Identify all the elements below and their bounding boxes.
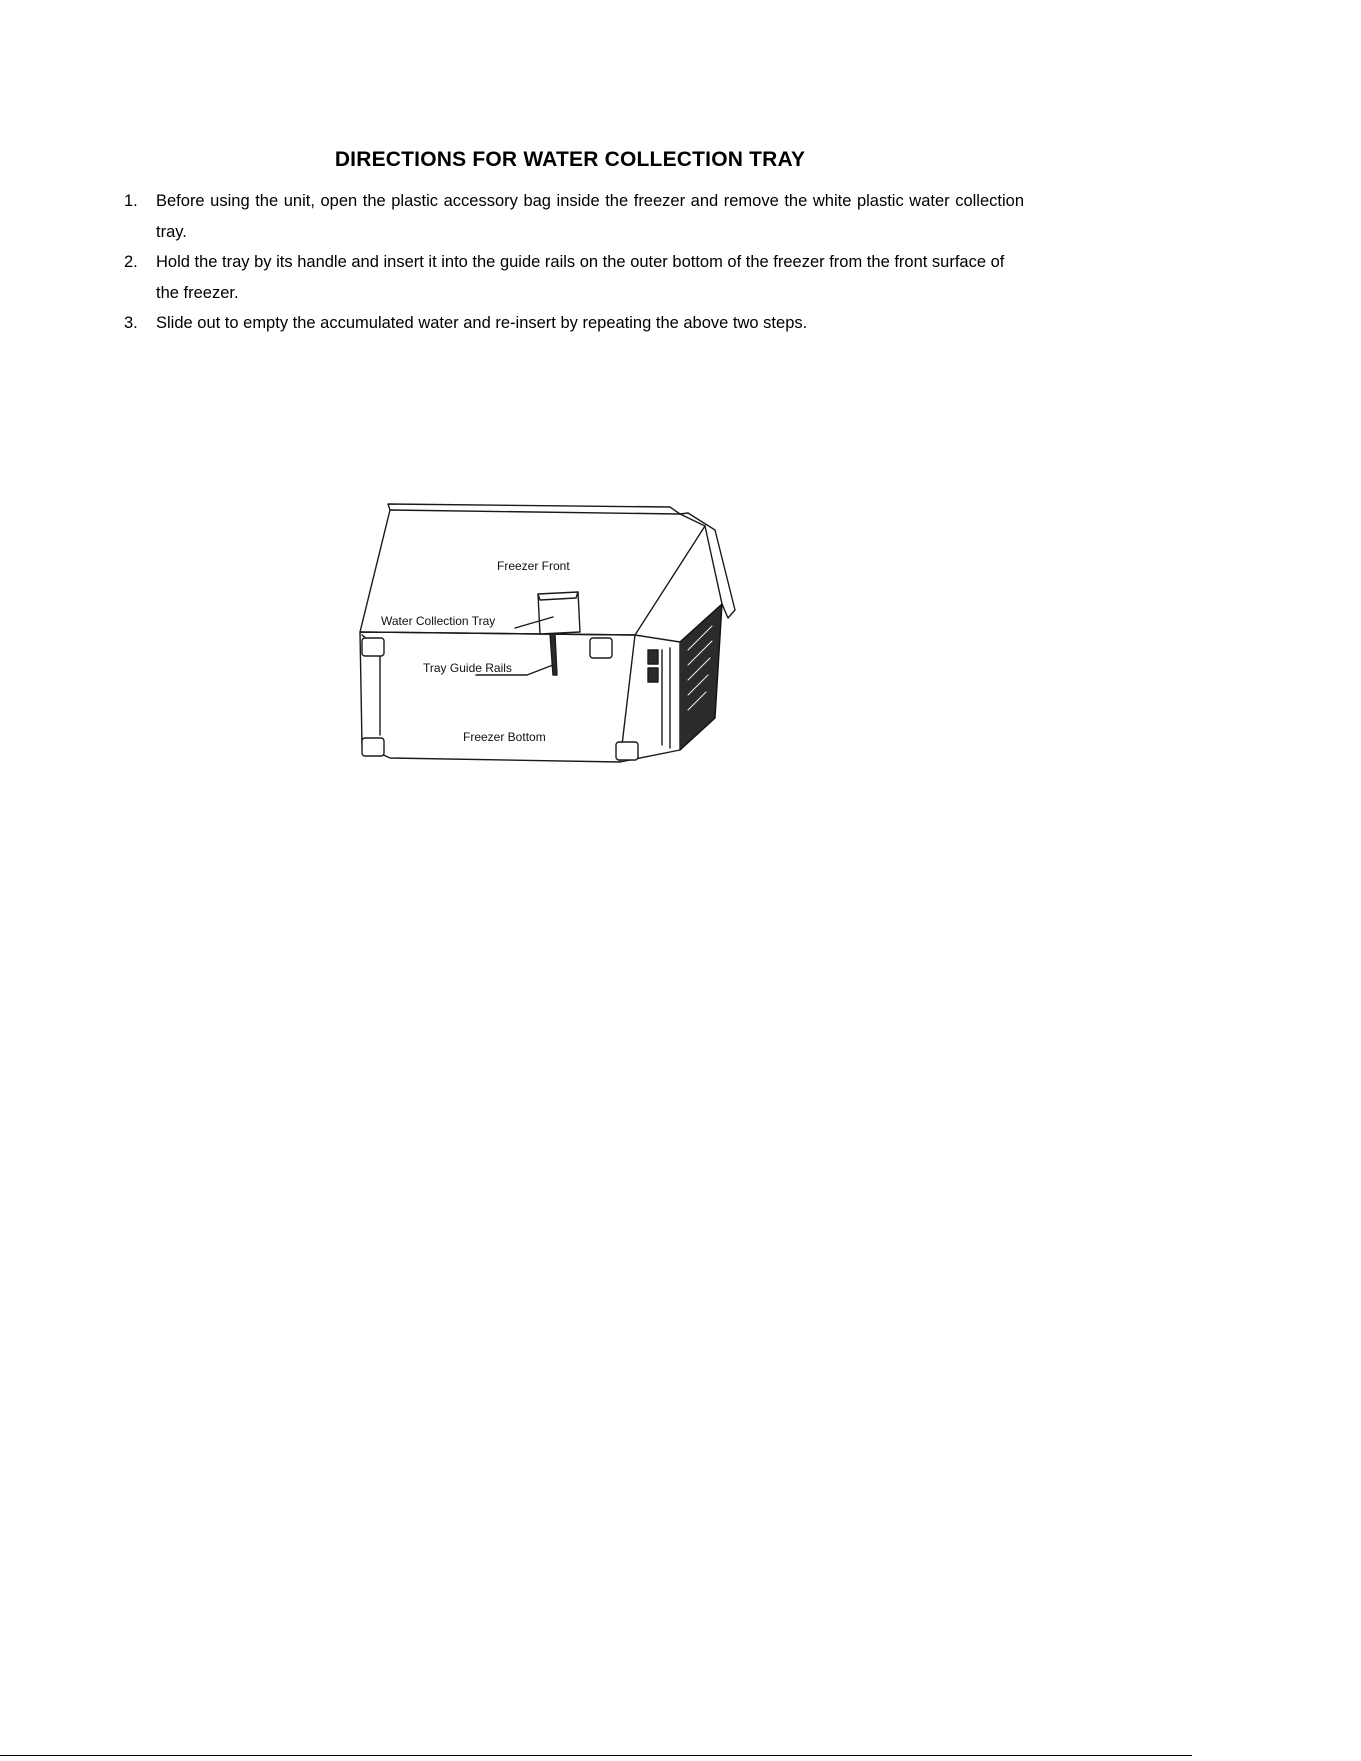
- label-freezer-front: Freezer Front: [497, 559, 570, 573]
- freezer-foot: [362, 738, 384, 756]
- tray-guide-rail: [550, 634, 557, 675]
- page-title: DIRECTIONS FOR WATER COLLECTION TRAY: [334, 148, 806, 171]
- label-freezer-bottom: Freezer Bottom: [463, 730, 546, 744]
- freezer-lid-corner: [680, 513, 735, 618]
- step-text: Before using the unit, open the plastic accessory bag inside the freezer and remove the white plastic water collection tray.: [156, 192, 1024, 241]
- instruction-list: [124, 186, 1024, 339]
- list-item: [124, 308, 1024, 339]
- list-item: [124, 247, 1024, 308]
- label-water-collection-tray: Water Collection Tray: [381, 614, 496, 628]
- freezer-illustration: [350, 500, 770, 790]
- freezer-foot: [590, 638, 612, 658]
- step-number: 2.: [124, 253, 138, 271]
- step-number: 3.: [124, 314, 138, 332]
- panel-component: [648, 650, 658, 664]
- freezer-diagram: [350, 500, 770, 790]
- step-text: Slide out to empty the accumulated water and re-insert by repeating the above two steps.: [156, 314, 808, 332]
- page-bottom-rule: [0, 1755, 1192, 1756]
- step-text: Hold the tray by its handle and insert it into the guide rails on the outer bottom of the freezer from the front surface of the freezer.: [156, 253, 1005, 302]
- freezer-foot: [362, 638, 384, 656]
- panel-component: [648, 668, 658, 682]
- step-number: 1.: [124, 192, 138, 210]
- compressor-panel: [680, 604, 722, 750]
- label-tray-guide-rails: Tray Guide Rails: [423, 661, 512, 675]
- freezer-foot: [616, 742, 638, 760]
- list-item: [124, 186, 1024, 247]
- leader-line-rails: [527, 665, 553, 675]
- freezer-lid-side: [705, 526, 722, 604]
